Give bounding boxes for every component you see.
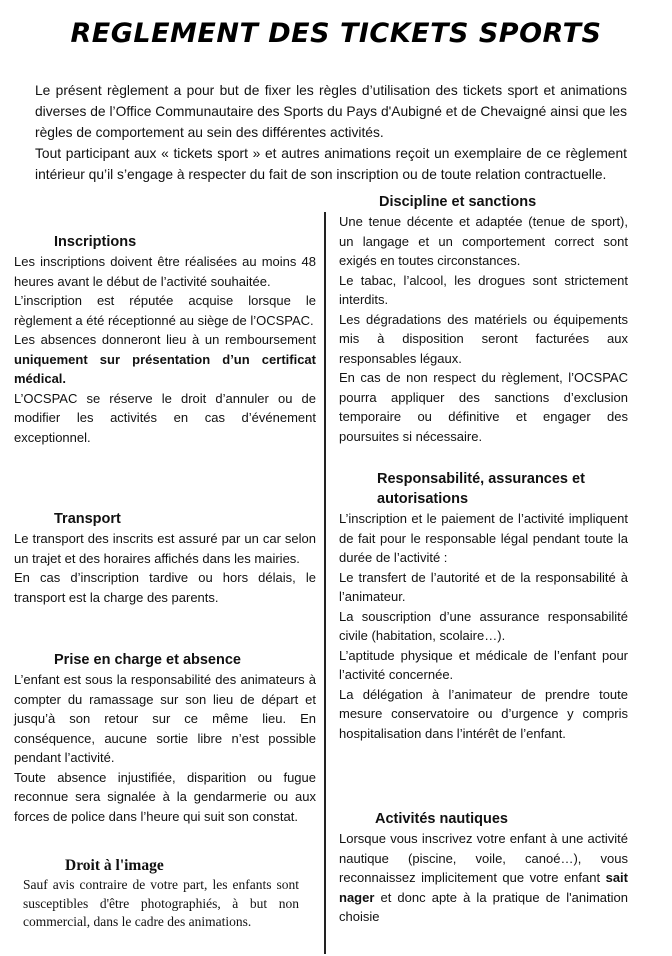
text: Lorsque vous inscrivez votre enfant à une activité nautique (piscine, voile, canoé…), vous reconnaissez implicitement que votre enfant	[339, 831, 628, 885]
section-heading: Inscriptions	[54, 234, 137, 250]
paragraph: La souscription d’une assurance responsabilité civile (habitation, scolaire…).	[339, 608, 628, 643]
section-inscriptions	[14, 232, 316, 447]
section-heading: Discipline et sanctions	[379, 194, 537, 210]
section-heading: Transport	[54, 511, 121, 527]
paragraph: La délégation à l’animateur de prendre toute mesure conservatoire ou d’urgence y compris hospitalisation dans l’intérêt de l’enfant.	[339, 686, 628, 741]
paragraph: Toute absence injustifiée, disparition ou fugue reconnue sera signalée à la gendarmerie ou aux forces de police dans l’heure qui suit son constat.	[14, 769, 316, 824]
section-discipline	[339, 192, 628, 446]
section-nautiques	[339, 809, 628, 927]
text: Les absences donneront lieu à un remboursement	[14, 332, 316, 347]
paragraph	[339, 829, 628, 927]
paragraph: Le transport des inscrits est assuré par un car selon un trajet et des horaires affichés dans les mairies.	[14, 531, 316, 566]
paragraph: En cas d’inscription tardive ou hors délais, le transport est la charge des parents.	[14, 570, 316, 605]
column-divider	[324, 212, 326, 954]
section-prise-en-charge	[14, 650, 316, 826]
intro-section	[35, 80, 627, 185]
paragraph: En cas de non respect du règlement, l’OCSPAC pourra appliquer des sanctions d’exclusion temporaire ou définitive et engager des poursuites si nécessaire.	[339, 370, 628, 444]
paragraph: L’enfant est sous la responsabilité des animateurs à compter du ramassage sur son lieu de départ et jusqu’à son retour sur ce même lieu. En conséquence, aucune sortie libre n’est possible pendant l’activité.	[14, 672, 316, 765]
text: et donc apte à la pratique de l'animation choisie	[339, 889, 628, 924]
bold-text: sait nager	[339, 870, 628, 905]
paragraph: L’OCSPAC se réserve le droit d’annuler ou de modifier les activités en cas d’événement exceptionnel.	[14, 390, 316, 445]
section-heading: Prise en charge et absence	[54, 652, 241, 668]
paragraph: Le transfert de l’autorité et de la responsabilité à l’animateur.	[339, 569, 628, 604]
section-transport	[14, 509, 316, 607]
paragraph: L’inscription est réputée acquise lorsque le règlement a été réceptionné au siège de l’OCSPAC.	[14, 293, 316, 328]
paragraph: L’inscription et le paiement de l’activité impliquent de fait pour le responsable légal pendant toute la durée de l’activité :	[339, 511, 628, 565]
bold-text: uniquement sur présentation d’un certificat médical.	[14, 351, 316, 386]
section-heading: autorisations	[377, 491, 469, 507]
paragraph: L’aptitude physique et médicale de l’enfant pour l’activité concernée.	[339, 647, 628, 682]
section-heading: Responsabilité, assurances et	[377, 471, 585, 487]
section-responsabilite	[339, 469, 628, 743]
page-title: REGLEMENT DES TICKETS SPORTS	[70, 18, 602, 49]
intro-paragraph: Tout participant aux « tickets sport » et autres animations reçoit un exemplaire de ce règlement intérieur qu’il s’engage à respecter du fait de son inscription ou de toute relation contractuelle.	[35, 146, 627, 182]
paragraph: Les inscriptions doivent être réalisées au moins 48 heures avant le début de l’activité souhaitée.	[14, 254, 316, 289]
paragraph: Une tenue décente et adaptée (tenue de sport), un langage et un comportement correct sont exigés en toutes circonstances.	[339, 214, 628, 268]
section-heading: Droit à l'image	[65, 857, 164, 874]
paragraph: Sauf avis contraire de votre part, les enfants sont susceptibles d'être photographiés, à but non commercial, dans le cadre des animations.	[23, 877, 299, 929]
section-droit-image	[23, 856, 299, 932]
paragraph	[14, 330, 316, 389]
section-heading: Activités nautiques	[375, 811, 508, 827]
intro-paragraph: Le présent règlement a pour but de fixer les règles d’utilisation des tickets sport et animations diverses de l’Office Communautaire des Sports du Pays d'Aubigné et de Chevaigné ainsi que les règles de comportement au sein des différentes activités.	[35, 83, 627, 140]
paragraph: Les dégradations des matériels ou équipements mis à disposition seront facturées aux responsables légaux.	[339, 311, 628, 366]
paragraph: Le tabac, l’alcool, les drogues sont strictement interdits.	[339, 272, 628, 307]
